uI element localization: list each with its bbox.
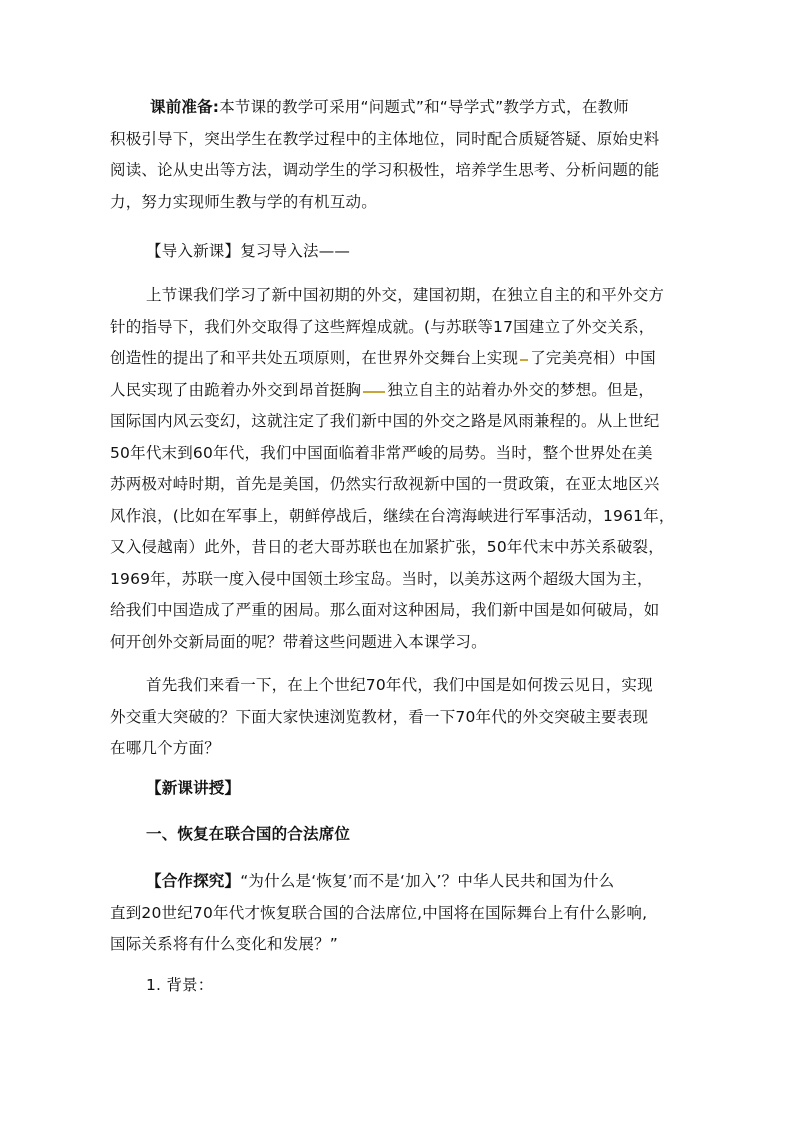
editor-mark-underline [363, 391, 385, 393]
background-heading: 1. 背景： [146, 976, 214, 994]
new-lesson-heading: 【新课讲授】 [146, 779, 241, 797]
intro-heading: 【导入新课】复习导入法—— [146, 242, 351, 260]
inquiry-paragraph: 【合作探究】“为什么是‘恢复’而不是‘加入’？中华人民共和国为什么 直到20世纪70年代才恢复联合国的合法席位,中国将在国际舞台上有什么影响, 国际关系将有什么变化和发展？” [110, 872, 648, 953]
editor-mark-underline [520, 359, 528, 361]
section-heading-un-seat: 一、恢复在联合国的合法席位 [146, 825, 351, 843]
prep-label: 课前准备: [150, 98, 220, 116]
inquiry-label: 【合作探究】 [146, 872, 241, 890]
intro-paragraph: 上节课我们学习了新中国初期的外交，建国初期，在独立自主的和平外交方 针的指导下，我们外交取得了这些辉煌成就。(与苏联等17国建立了外交关系， 创造性的提出了和平共处五项原则，在世界外交舞台上实现 了完美亮相）中国 人民实现了由跪着办外交到昂首挺胸 独立自主的站着办外交的梦想。但是， 国际国内风云变幻，这就注定了我们新中国的外交之路是风雨兼程的。从上世纪 50年代末到60年代，我们中国面临着非常严峻的局势。当时，整个世界处在美 苏两极对峙时期，首先是美国，仍然实行敌视新中国的一贯政策，在亚太地区兴 风作浪，(比如在军事上，朝鲜停战后，继续在台湾海峡进行军事活动，1961年， 又入侵越南）此外，昔日的老大哥苏联也在加紧扩张，50年代末中苏关系破裂， 1969年，苏联一度入侵中国领土珍宝岛。当时，以美苏这两个超级大国为主， 给我们中国造成了严重的困局。那么面对这种困局，我们新中国是如何破局，如 何开创外交新局面的呢？带着这些问题进入本课学习。 [110, 286, 675, 651]
prep-paragraph: 课前准备:本节课的教学可采用“问题式”和“导学式”教学方式，在教师 积极引导下，突出学生在教学过程中的主体地位，同时配合质疑答疑、原始史料 阅读、论从史出等方法，调动学生的学习积极性，培养学生思考、分析问题的能 力，努力实现师生教与学的有机互动。 [110, 98, 660, 211]
overview-paragraph: 首先我们来看一下，在上个世纪70年代，我们中国是如何拨云见日，实现 外交重大突破的？下面大家快速浏览教材，看一下70年代的外交突破主要表现 在哪几个方面？ [110, 676, 653, 757]
